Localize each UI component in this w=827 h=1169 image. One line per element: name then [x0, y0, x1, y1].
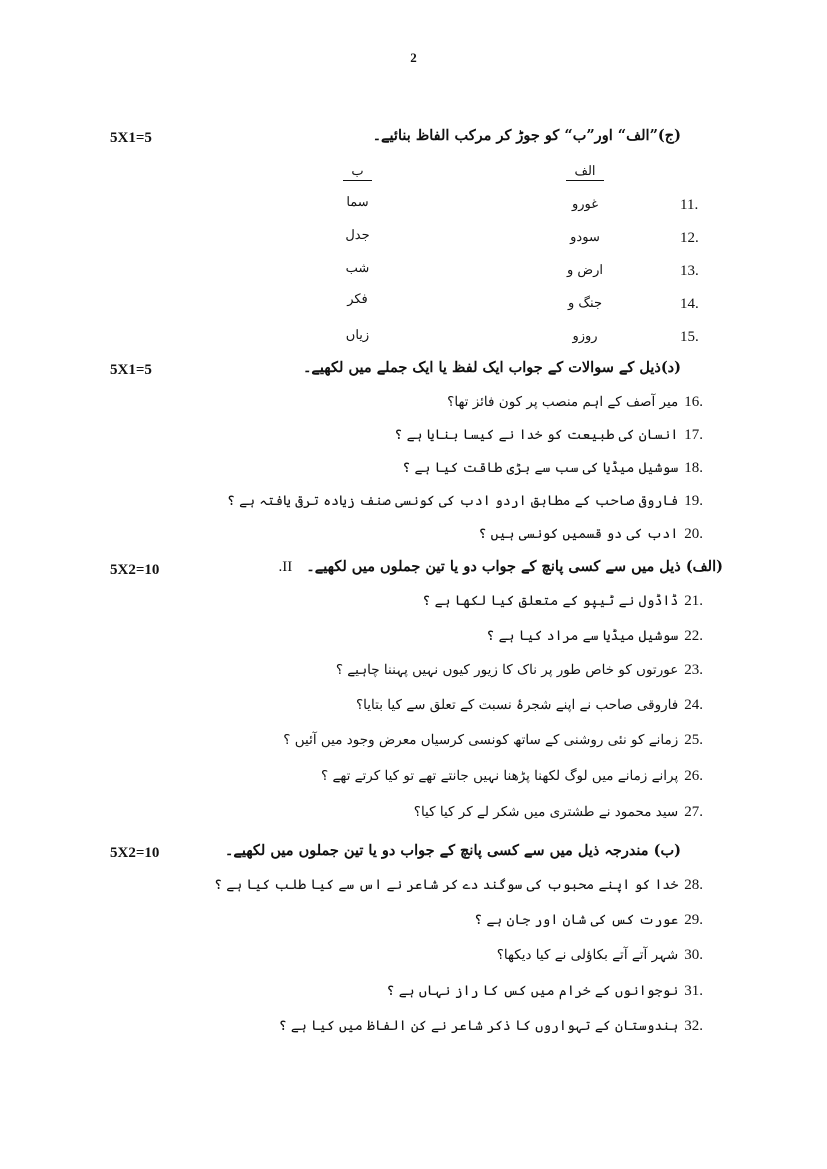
section-2b-heading: (ب) مندرجہ ذیل میں سے کسی پانچ کے جواب دو یا تین جملوں میں لکھیے۔ — [224, 842, 681, 859]
column-a-header: الف — [515, 164, 655, 181]
section-j-marks: 5X1=5 — [110, 130, 152, 146]
column-b-header: ب — [320, 164, 395, 181]
column-b-item: شب — [345, 261, 370, 276]
question: 16.میر آصف کے اہم منصب پر کون فائز تھا؟ — [447, 394, 703, 410]
section-d-heading: (د)ذیل کے سوالات کے جواب ایک لفظ یا ایک جملے میں لکھیے۔ — [302, 359, 681, 376]
question: 17.انسان کی طبیعت کو خدا نے کیسا بنایا ہے ؟ — [394, 427, 703, 443]
question: 26.پرانے زمانے میں لوگ لکھنا پڑھنا نہیں جانتے تھے تو کیا کرتے تھے ؟ — [321, 768, 703, 784]
column-a-item: غورو — [571, 197, 599, 212]
column-b-item: سما — [346, 195, 369, 210]
question-number: 13. — [680, 263, 699, 279]
question: 28.خدا کو اپنے محبوب کی سوگند دے کر شاعر نے اس سے کیا طلب کیا ہے ؟ — [214, 877, 703, 893]
roman-numeral: II. — [278, 559, 293, 575]
column-a-item: ارض و — [566, 263, 604, 278]
question: 23.عورتوں کو خاص طور پر ناک کا زیور کیوں نہیں پہننا چاہیے ؟ — [335, 662, 703, 678]
column-a-item: سودو — [570, 230, 600, 245]
question: 25.زمانے کو نئی روشنی کے ساتھ کونسی کرسیاں معرض وجود میں آئیں ؟ — [283, 732, 703, 748]
question: 31.نوجوانوں کے خرام میں کس کا راز نہاں ہے ؟ — [386, 983, 703, 999]
column-b-item: زیاں — [345, 328, 370, 343]
section-j-heading: (ج)”الف“ اور”ب“ کو جوڑ کر مرکب الفاظ بنائیے۔ — [372, 127, 681, 144]
section-2a-heading: (الف) ذیل میں سے کسی پانچ کے جواب دو یا تین جملوں میں لکھیے۔II. — [278, 558, 723, 575]
question-number: 12. — [680, 230, 699, 246]
column-a-item: روزو — [572, 329, 598, 344]
question: 21.ڈاڈول نے ٹیپو کے متعلق کیا لکھا ہے ؟ — [422, 593, 703, 609]
question: 22.سوشیل میڈیا سے مراد کیا ہے ؟ — [486, 628, 703, 644]
question: 19.فاروقی صاحب کے مطابق اردو ادب کی کونسی صنف زیادہ ترقی یافتہ ہے ؟ — [226, 493, 703, 509]
page-number: 2 — [410, 50, 417, 65]
column-b-item: فکر — [347, 292, 368, 307]
question: 18.سوشیل میڈیا کی سب سے بڑی طاقت کیا ہے ؟ — [402, 460, 703, 476]
question-number: 15. — [680, 329, 699, 345]
column-b-item: جدل — [345, 228, 370, 243]
section-2b-marks: 5X2=10 — [110, 845, 160, 861]
question: 20.ادب کی دو قسمیں کونسی ہیں ؟ — [478, 526, 703, 542]
question: 30.شہر آتے آتے بکاؤلی نے کیا دیکھا؟ — [496, 947, 703, 963]
section-2a-marks: 5X2=10 — [110, 562, 160, 578]
question: 24.فاروقی صاحب نے اپنے شجرۂ نسبت کے تعلق سے کیا بتایا؟ — [356, 697, 703, 713]
column-a-item: جنگ و — [567, 296, 602, 311]
question: 32.ہندوستان کے تہواروں کا ذکر شاعر نے کن الفاظ میں کیا ہے ؟ — [278, 1018, 703, 1034]
question-number: 11. — [680, 197, 699, 213]
section-d-marks: 5X1=5 — [110, 362, 152, 378]
question: 27.سید محمود نے طشتری میں شکر لے کر کیا کیا؟ — [413, 804, 703, 820]
question-number: 14. — [680, 296, 699, 312]
question: 29.عورت کس کی شان اور جان ہے ؟ — [474, 912, 703, 928]
